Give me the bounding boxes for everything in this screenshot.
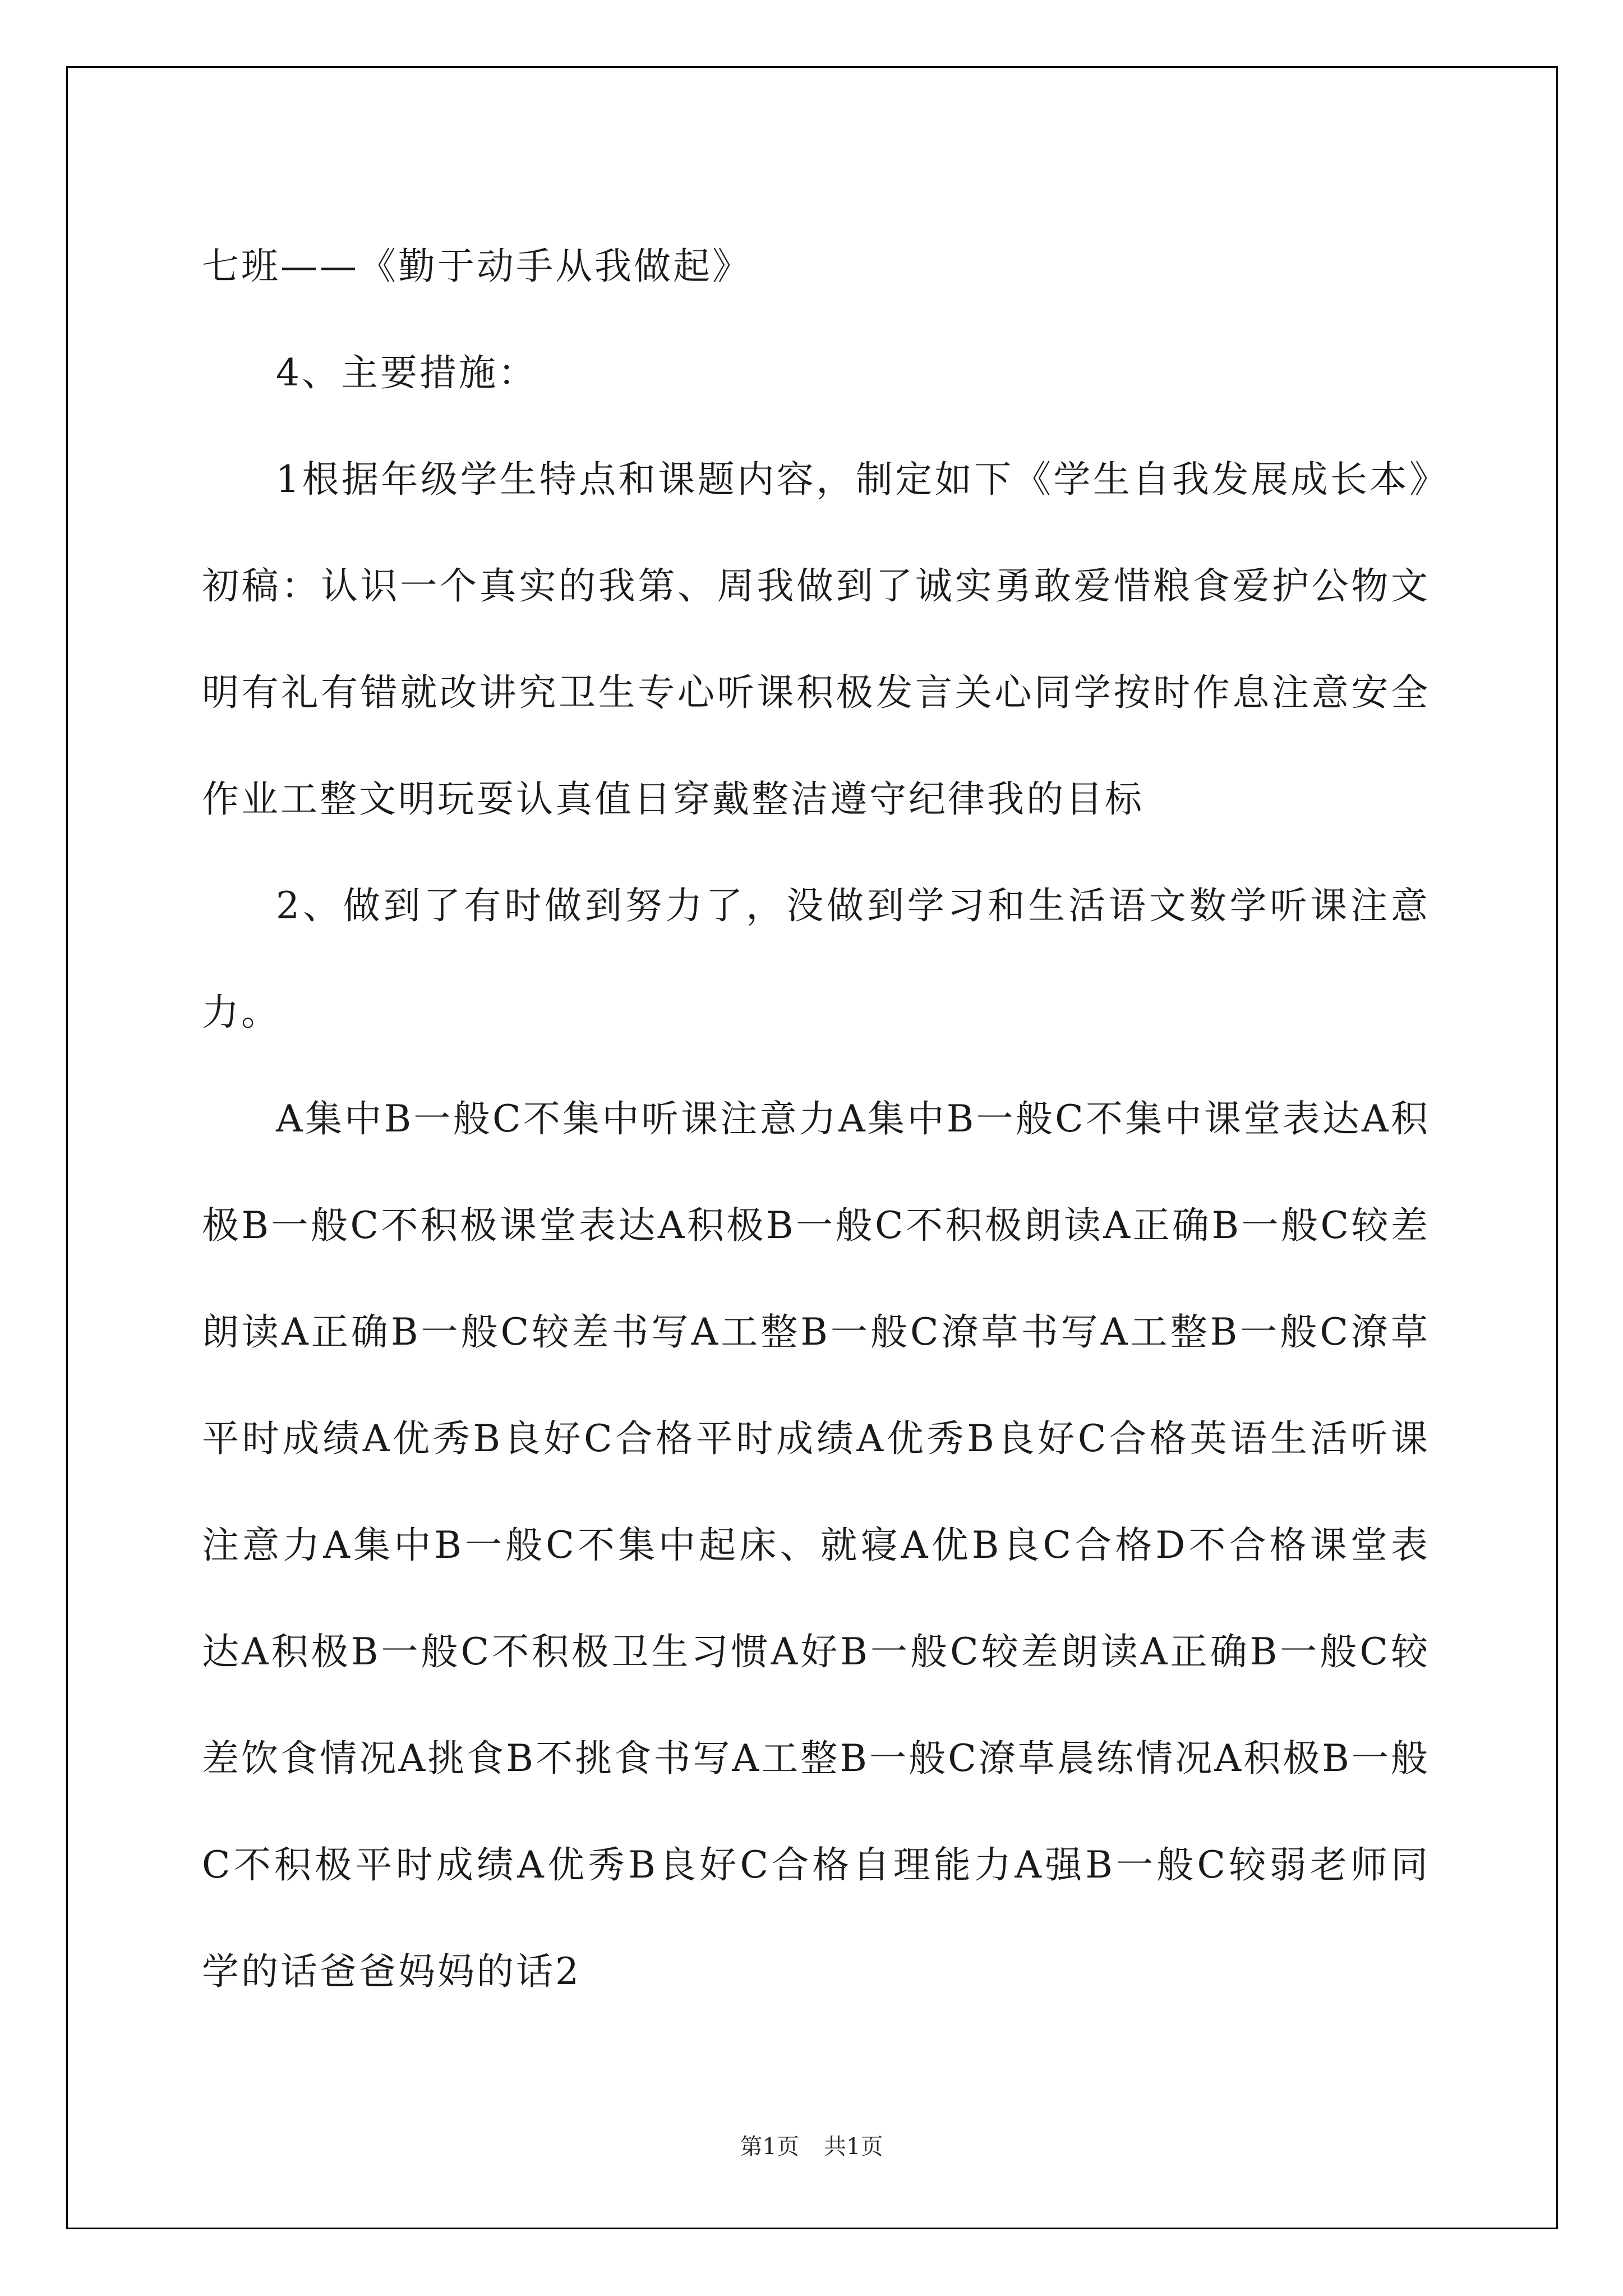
paragraph-evaluation-levels: 2、做到了有时做到努力了，没做到学习和生活语文数学听课注意力。 — [202, 884, 1430, 1034]
paragraph-growth-book: 1根据年级学生特点和课题内容，制定如下《学生自我发展成长本》初稿：认识一个真实的我第、周我做到了诚实勇敢爱惜粮食爱护公物文明有礼有错就改讲究卫生专心听课积极发言关心同学按时作息注意安全作业工整文明玩耍认真值日穿戴整洁遵守纪律我的目标 — [202, 458, 1430, 821]
page-total: 共1页 — [824, 2134, 883, 2160]
paragraph-class-title: 七班——《勤于动手从我做起》 — [202, 245, 751, 288]
page-number: 第1页 — [740, 2134, 799, 2160]
paragraph-main-measures-heading: 4、主要措施： — [276, 351, 537, 394]
document-body — [202, 213, 1430, 2025]
page-footer — [0, 2129, 1623, 2161]
paragraph-evaluation-criteria: A集中B一般C不集中听课注意力A集中B一般C不集中课堂表达A积极B一般C不积极课堂表达A积极B一般C不积极朗读A正确B一般C较差朗读A正确B一般C较差书写A工整B一般C潦草书写A工整B一般C潦草平时成绩A优秀B良好C合格平时成绩A优秀B良好C合格英语生活听课注意力A集中B一般C不集中起床、就寝A优B良C合格D不合格课堂表达A积极B一般C不积极卫生习惯A好B一般C较差朗读A正确B一般C较差饮食情况A挑食B不挑食书写A工整B一般C潦草晨练情况A积极B一般C不积极平时成绩A优秀B良好C合格自理能力A强B一般C较弱老师同学的话爸爸妈妈的话2 — [202, 1097, 1430, 1993]
